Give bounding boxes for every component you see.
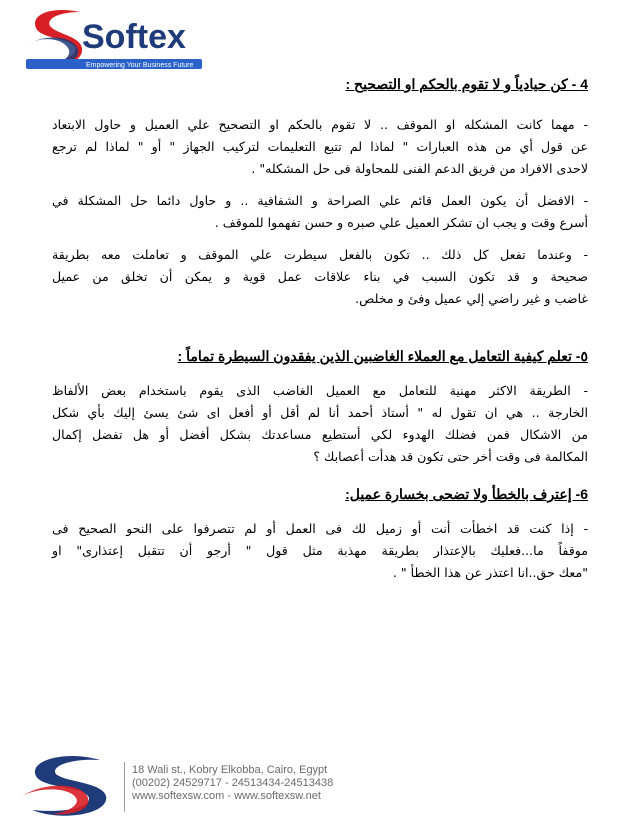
text-line: لاحدى الافراد من فريق الدعم الفنى للمحاولة فى حل المشكله" .: [251, 161, 588, 176]
section-heading: 4 - كن حيادياً و لا تقوم بالحكم او التصحيح :: [345, 76, 588, 92]
text-line: صحيحة و قد تكون السبب في بناء علاقات عمل قوية و يمكن أن تخلق من عميل: [52, 269, 588, 284]
text-line: - إذا كنت قد اخطأت أنت أو زميل لك فى العمل أو لم تتصرفوا على النحو الصحيح فى: [52, 521, 588, 536]
text-line: الخارجة .. هي ان تقول له " أستاذ أحمد أنا لم أقل أو أفعل اى شئ يسئ إليك بأي شكل: [52, 405, 588, 420]
paragraph: [52, 114, 588, 180]
text-line: المكالمة فى وقت أخر حتى تكون قد هدأت أعصابك ؟: [313, 449, 588, 464]
footer-contact: [132, 764, 333, 803]
svg-text:Softex: Softex: [82, 18, 186, 56]
text-line: من الاشكال فمن فضلك الهدوء لكي أستطيع مساعدتك بشكل أفضل أو هل تفضل إكمال: [52, 427, 588, 442]
paragraph: [52, 380, 588, 468]
paragraph: [52, 518, 588, 584]
section-heading: 6- إعترف بالخطأ ولا تضحى بخسارة عميل:: [345, 486, 588, 502]
section-heading: ٥- تعلم كيفية التعامل مع العملاء الغاضبين الذين يفقدون السيطرة تماماً :: [177, 348, 588, 364]
text-line: عن قول أي من هذه العبارات " لماذا لم تتبع التعليمات لتركيب الجهاز " أو " لماذا لم ترجع: [52, 139, 588, 154]
footer-swoosh-icon: [18, 752, 116, 818]
text-line: - وعندما تفعل كل ذلك .. تكون بالفعل سيطرت علي الموقف و تعاملت معه بطريقة: [52, 247, 588, 262]
footer-websites: www.softexsw.com - www.softexsw.net: [132, 790, 321, 802]
paragraph: [52, 190, 588, 234]
text-line: - الافضل أن يكون العمل قائم علي الصراحة و الشفافية .. و حاول دائما حل المشكلة في: [52, 193, 588, 208]
svg-text:Empowering Your Business Futur: Empowering Your Business Future: [86, 62, 194, 69]
section-4: [52, 74, 588, 310]
footer-divider: [124, 762, 125, 812]
text-line: - الطريقة الاكثر مهنية للتعامل مع العميل الغاضب الذى يقوم باستخدام بعض الألفاظ: [52, 383, 588, 398]
document-body: [52, 72, 588, 584]
softex-logo-icon: [22, 4, 212, 72]
text-line: "معك حق..انا اعتذر عن هذا الخطأ " .: [392, 565, 588, 580]
section-6: [52, 484, 588, 584]
text-line: أسرع وقت و يجب ان تشكر العميل علي صبره و حسن تفهموا للموقف .: [214, 215, 588, 230]
section-5: [52, 346, 588, 468]
paragraph: [52, 244, 588, 310]
text-line: غاضب و غير راضي إلي عميل وفئ و مخلص.: [355, 291, 588, 306]
footer-logo: [18, 752, 116, 818]
text-line: موقفاً ما...فعليك بالإعتذار بطريقة مهذبة مثل قول " أرجو أن تتقبل إعتذارى" او: [52, 543, 588, 558]
footer-phones: (00202) 24529717 - 24513434-24513438: [132, 777, 334, 789]
softex-logo: [22, 4, 212, 72]
footer-address: 18 Wali st., Kobry Elkobba, Cairo, Egypt: [132, 764, 328, 776]
text-line: - مهما كانت المشكله او الموقف .. لا تقوم بالحكم او التصحيح علي العميل و حاول الابتعاد: [52, 117, 588, 132]
